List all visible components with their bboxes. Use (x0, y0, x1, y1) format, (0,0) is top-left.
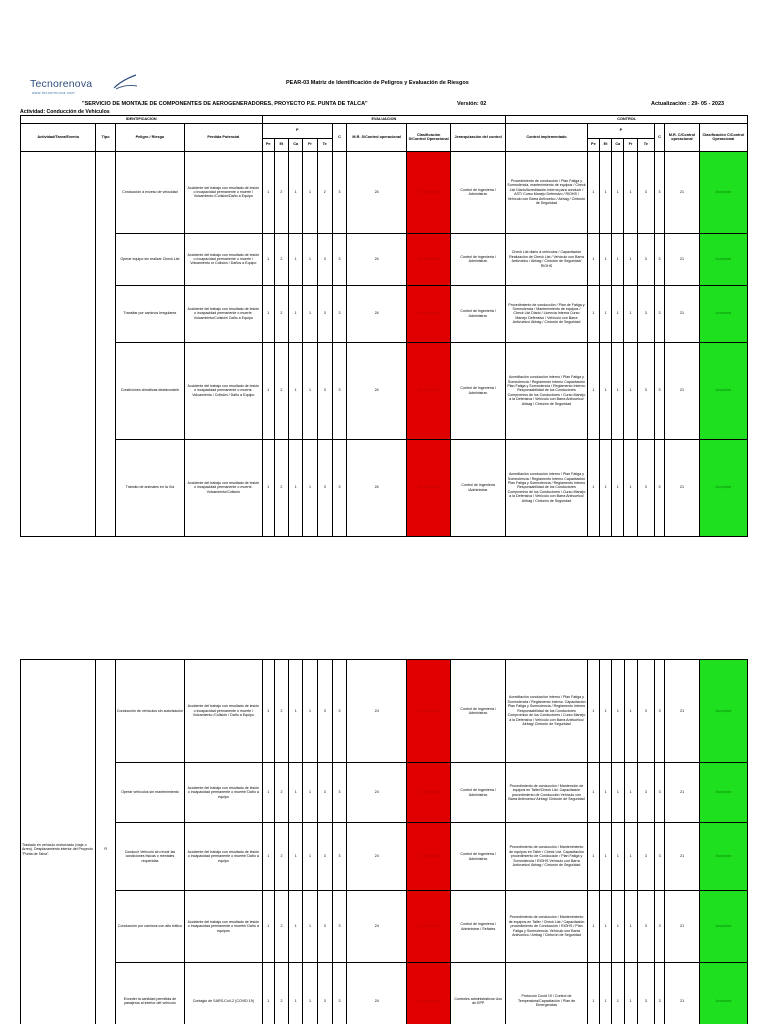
jerarquizacion-cell: Control de Ingeniería / Administrar. (451, 823, 506, 891)
col-perdida: Perdida Potencial (185, 123, 263, 151)
te-cell: 3 (317, 285, 332, 342)
ca2-cell: 1 (612, 660, 624, 763)
c-cell: 3 (332, 963, 346, 1024)
c-cell: 3 (332, 342, 346, 439)
ca-cell: 1 (289, 439, 303, 536)
ca2-cell: 1 (612, 233, 624, 285)
c2-cell: 3 (655, 963, 665, 1024)
te-cell: 2 (317, 151, 332, 233)
col-et2: Et (599, 138, 611, 151)
perdida-cell: Accidente del trabajo con resultado de lesión o incapacidad permanente o muerte. Volcamiento / Colisión / Daño a Equipo (185, 342, 263, 439)
et2-cell: 1 (599, 285, 611, 342)
perdida-cell: Contagio de SARS-CoV-2 (COVID 19) (185, 963, 262, 1024)
peligro-cell: Operar equipo sin realizar Check List (115, 233, 184, 285)
et-cell: 2 (274, 233, 288, 285)
ca-cell: 1 (289, 285, 303, 342)
c-cell: 3 (332, 660, 346, 763)
et-cell: 2 (274, 285, 288, 342)
c-cell: 3 (332, 891, 346, 963)
tipo-cell: R (96, 660, 115, 1024)
table-row (21, 285, 748, 342)
mr-cell: 24 (347, 823, 407, 891)
col-c: C (332, 123, 346, 151)
pe2-cell: 1 (587, 963, 599, 1024)
peligro-cell: Tránsito de animales en la Vía (115, 439, 184, 536)
col-et: Et (274, 138, 288, 151)
c-cell: 3 (332, 151, 346, 233)
te-cell: 3 (317, 439, 332, 536)
perdida-cell: Accidente del trabajo con resultado de lesión o incapacidad permanente o muerte/ Daño a equipo (185, 763, 262, 823)
col-c2: C (654, 123, 664, 151)
te-cell: 3 (317, 823, 332, 891)
clasificacion-sin-control-cell: No Aceptable (407, 963, 451, 1024)
te2-cell: 3 (637, 823, 654, 891)
et2-cell: 1 (599, 439, 611, 536)
et2-cell: 1 (600, 963, 612, 1024)
pe-cell: 1 (262, 342, 274, 439)
te2-cell: 3 (637, 342, 654, 439)
col-mr-con: M.R. C/Control operacional (665, 123, 700, 151)
table-row (21, 763, 748, 823)
control-implementado-cell: Procedimiento de conducción / Mantenimiento de equipos en Taller / Check List. Capacitación procedimiento de Conducción / Plan Fatiga y Somnolencia / RIOHS Vehículo con Barra Antivuelco/ Airbag / Cinturón de Seguridad (506, 823, 588, 891)
col-mr-sin: M.R. S/Control operacional (347, 123, 407, 151)
jerarquizacion-cell: Control de Ingeniería / Administrar. (451, 342, 506, 439)
fr-cell: 1 (303, 342, 317, 439)
et2-cell: 1 (600, 763, 612, 823)
pe2-cell: 1 (587, 233, 599, 285)
te-cell: 3 (317, 233, 332, 285)
et-cell: 2 (274, 763, 288, 823)
te2-cell: 3 (637, 763, 654, 823)
et2-cell: 1 (600, 891, 612, 963)
et-cell: 2 (274, 151, 288, 233)
pe-cell: 1 (262, 963, 274, 1024)
et2-cell: 1 (599, 233, 611, 285)
fr-cell: 1 (303, 660, 317, 763)
te2-cell: 3 (637, 151, 654, 233)
table-row (21, 823, 748, 891)
fr-cell: 1 (303, 439, 317, 536)
clasificacion-con-control-cell: Aceptable (699, 151, 747, 233)
pe2-cell: 1 (587, 763, 599, 823)
control-implementado-cell: Check List diario a vehículos / Capacitación Realización de Check List / Vehículo con Barra Antivuelco / Airbag / Cinturón de Seguridad/ RIOHS (506, 233, 588, 285)
clasificacion-con-control-cell: Aceptable (699, 439, 747, 536)
jerarquizacion-cell: Control de Ingeniería / Administrar / Señales (451, 891, 506, 963)
mr-cell: 24 (347, 963, 407, 1024)
te-cell: 3 (317, 963, 332, 1024)
clasificacion-sin-control-cell: No Aceptable (407, 660, 451, 763)
control-implementado-cell: Acreditación conducción interno / Plan Fatiga y Somnolencia / Reglamento Interno Capacitación Plan Fatiga y Somnolencia / Reglamento Interno Responsabilidad de los Conductores Compromiso de los Conductores / Curso Manejo a la Defensiva / Vehículo con Barra Antivuelco/ Airbag / Cinturón de Seguridad (506, 439, 588, 536)
group-control: CONTROL (506, 116, 748, 124)
perdida-cell: Accidente del trabajo con resultado de lesión o incapacidad permanente o muerte/ Daño a equipo (185, 823, 262, 891)
mr-cell: 24 (347, 151, 407, 233)
c-cell: 3 (332, 285, 346, 342)
control-implementado-cell: Protocolo Covid 19 / Control de Temperatura/Capacitación / Plan de Emergencias (506, 963, 588, 1024)
peligro-cell: Condiciones climáticas desfavorable (115, 342, 184, 439)
mr2-cell: 21 (665, 823, 700, 891)
control-implementado-cell: Procedimiento de conducción / Mantenimiento de equipos en Taller / Check List / Capacitación procedimiento de Conducción / RIOHS / Plan Fatiga y Somnolencia. Vehículo con Barra Antivuelco / Airbag / Cinturón de Seguridad (506, 891, 588, 963)
col-fr: Fr (303, 138, 317, 151)
fr2-cell: 1 (624, 285, 637, 342)
c2-cell: 3 (654, 342, 664, 439)
fr2-cell: 1 (624, 233, 637, 285)
fr2-cell: 1 (624, 963, 637, 1024)
col-p2: P (587, 123, 654, 138)
col-pe: Pe (262, 138, 274, 151)
peligro-cell: Transitar por caminos Irregulares (115, 285, 184, 342)
c-cell: 3 (332, 823, 346, 891)
mr2-cell: 21 (665, 285, 700, 342)
c2-cell: 3 (654, 233, 664, 285)
clasificacion-sin-control-cell: No Aceptable (407, 891, 451, 963)
jerarquizacion-cell: Control de Ingeniería / Administrar. (451, 285, 506, 342)
mr-cell: 24 (347, 763, 407, 823)
fr-cell: 1 (303, 763, 317, 823)
mr2-cell: 21 (665, 891, 700, 963)
logo-subtext: www.tecnorenova.com (32, 91, 75, 95)
ca2-cell: 1 (612, 285, 624, 342)
ca-cell: 1 (289, 763, 303, 823)
pe-cell: 1 (262, 660, 274, 763)
jerarquizacion-cell: Control de Ingeniería /Administrar. (451, 439, 506, 536)
mr2-cell: 21 (665, 342, 700, 439)
ca2-cell: 1 (612, 439, 624, 536)
pe-cell: 1 (262, 763, 274, 823)
mr2-cell: 21 (665, 151, 700, 233)
col-actividad: Actividad/Tarea/Evento (21, 123, 96, 151)
clasificacion-con-control-cell: Aceptable (699, 763, 747, 823)
fr-cell: 1 (303, 823, 317, 891)
jerarquizacion-cell: Control de Ingeniería / Administrar. (451, 151, 506, 233)
fr2-cell: 1 (624, 763, 637, 823)
risk-matrix-table-page1 (20, 115, 748, 537)
mr2-cell: 21 (665, 763, 700, 823)
clasificacion-sin-control-cell: No Aceptable (407, 823, 451, 891)
table-row (21, 963, 748, 1024)
clasificacion-sin-control-cell: No Aceptable (407, 342, 451, 439)
jerarquizacion-cell: Controles administrativos Uso de EPP (451, 963, 506, 1024)
te2-cell: 3 (637, 963, 654, 1024)
pe-cell: 1 (262, 233, 274, 285)
ca2-cell: 1 (612, 891, 624, 963)
company-logo (30, 78, 140, 98)
version-label: Versión: 02 (457, 101, 487, 107)
risk-matrix-table-page2 (20, 659, 748, 1024)
actividad-cell (21, 151, 96, 536)
ca-cell: 1 (289, 233, 303, 285)
c2-cell: 3 (655, 763, 665, 823)
et2-cell: 1 (599, 342, 611, 439)
peligro-cell: Conducción de vehículos sin autorización (115, 660, 184, 763)
fr-cell: 1 (303, 285, 317, 342)
pe-cell: 1 (262, 151, 274, 233)
peligro-cell: Conducción por caminos con alto tráfico (115, 891, 184, 963)
pe2-cell: 1 (587, 660, 599, 763)
clasificacion-con-control-cell: Aceptable (699, 285, 747, 342)
c-cell: 3 (332, 763, 346, 823)
pe2-cell: 1 (587, 151, 599, 233)
pe-cell: 1 (262, 285, 274, 342)
te-cell: 3 (317, 763, 332, 823)
control-implementado-cell: Acreditación conducción interno / Plan Fatiga y Somnolencia / Reglamento Interno Capacitación Plan Fatiga y Somnolencia / Reglamento Interno: Responsabilidad de los Conductores Compromiso de los Conductores / Curso Manejo a la Defensiva / Vehículo con Barra Antivuelco/ Airbag / Cinturón de Seguridad (506, 342, 588, 439)
perdida-cell: Accidente del trabajo con resultado de lesión o incapacidad permanente o muerte / Volcamiento /Colisión/Daño a Equipo (185, 151, 263, 233)
pe-cell: 1 (262, 891, 274, 963)
pe2-cell: 1 (587, 439, 599, 536)
ca-cell: 1 (289, 151, 303, 233)
perdida-cell: Accidente del trabajo con resultado de lesión o incapacidad permanente o muerte / Volcamiento or Colisión / Daños a Equipo (185, 233, 263, 285)
c2-cell: 3 (655, 891, 665, 963)
pe2-cell: 1 (587, 285, 599, 342)
peligro-cell: Conducción a exceso de velocidad (115, 151, 184, 233)
table-row (21, 342, 748, 439)
ca-cell: 1 (289, 342, 303, 439)
ca-cell: 1 (289, 963, 303, 1024)
ca-cell: 1 (289, 660, 303, 763)
control-implementado-cell: Procedimiento de conducción / Mantención de equipos en Taller/Check List. Capacitación procedimiento de Conducción Vehículo con Barra Antivuelco/ Airbag/ Cinturón de Seguridad (506, 763, 588, 823)
mr-cell: 24 (347, 891, 407, 963)
mr2-cell: 21 (665, 233, 700, 285)
col-p: P (262, 123, 332, 138)
fr-cell: 1 (303, 963, 317, 1024)
col-clas-sin: Clasificación S/Control Operacional (407, 123, 451, 151)
clasificacion-sin-control-cell: No Aceptable (407, 233, 451, 285)
fr2-cell: 1 (624, 660, 637, 763)
pe-cell: 1 (262, 823, 274, 891)
col-jerarquia: Jerarquización del control (451, 123, 506, 151)
clasificacion-sin-control-cell: No Aceptable (407, 285, 451, 342)
et-cell: 2 (274, 891, 288, 963)
te2-cell: 3 (637, 660, 654, 763)
col-ca: Ca (289, 138, 303, 151)
peligro-cell: Conducir Vehículo sin reunir las condiciones físicas o mentales requeridas (115, 823, 184, 891)
c-cell: 3 (332, 233, 346, 285)
te2-cell: 3 (637, 439, 654, 536)
clasificacion-sin-control-cell: No Aceptable (407, 439, 451, 536)
col-ca2: Ca (612, 138, 624, 151)
col-peligro: Peligro / Riesgo (115, 123, 184, 151)
perdida-cell: Accidente del trabajo con resultado de lesión o incapacidad permanente o muerte. Volcamiento/Colisión/ Daño a Equipo (185, 285, 263, 342)
document-title: PEAR-03 Matriz de Identificación de Peligros y Evaluación de Riesgos (286, 80, 469, 86)
tipo-cell (96, 151, 115, 536)
service-title: "SERVICIO DE MONTAJE DE COMPONENTES DE AEROGENERADORES, PROYECTO P.E. PUNTA DE TALCA" (82, 101, 368, 107)
clasificacion-con-control-cell: Aceptable (699, 963, 747, 1024)
c2-cell: 3 (654, 285, 664, 342)
peligro-cell: Exceder la cantidad permitida de pasajeros al interior del vehículo (115, 963, 184, 1024)
et-cell: 2 (274, 823, 288, 891)
clasificacion-con-control-cell: Aceptable (699, 342, 747, 439)
col-te2: Te (637, 138, 654, 151)
ca2-cell: 1 (612, 151, 624, 233)
pe2-cell: 1 (587, 342, 599, 439)
fr2-cell: 1 (624, 891, 637, 963)
pe2-cell: 1 (587, 891, 599, 963)
clasificacion-con-control-cell: Aceptable (699, 891, 747, 963)
col-te: Te (317, 138, 332, 151)
updated-label: Actualización : 29- 05 - 2023 (651, 101, 725, 107)
col-fr2: Fr (624, 138, 637, 151)
mr2-cell: 21 (665, 660, 700, 763)
activity-label: Actividad: Conducción de Vehículos (20, 109, 110, 115)
te2-cell: 3 (637, 233, 654, 285)
table-row (21, 233, 748, 285)
fr-cell: 1 (303, 233, 317, 285)
et-cell: 2 (274, 963, 288, 1024)
table-row (21, 891, 748, 963)
table-row (21, 151, 748, 233)
perdida-cell: Accidente del trabajo con resultado de lesión o incapacidad permanente o muerte / Volcamiento /Colisión / Daño a Equipo (185, 660, 262, 763)
te-cell: 3 (317, 342, 332, 439)
actividad-cell: Traslado en vehículo motorizado (viaje o Arreo). Desplazamiento interior del Proyecto "Punta de Talca". (21, 660, 96, 1024)
col-pe2: Pe (587, 138, 599, 151)
ca2-cell: 1 (612, 963, 624, 1024)
jerarquizacion-cell: Control de Ingeniería / Administrar. (451, 660, 506, 763)
ca-cell: 1 (289, 823, 303, 891)
c-cell: 3 (332, 439, 346, 536)
logo-swoosh-icon (112, 74, 138, 90)
mr-cell: 24 (347, 660, 407, 763)
et2-cell: 1 (600, 660, 612, 763)
control-implementado-cell: Procedimiento de conducción / Plan Fatiga y Somnolencia, mantenimiento de equipos / Check List Diario/Acreditación Interna para conducir / AST/ Curso Manejo Defensivo / RIOHS / Vehículo con Barra Antivuelco / Airbag / Cinturón de Seguridad (506, 151, 588, 233)
col-tipo: Tipo (96, 123, 115, 151)
fr2-cell: 1 (624, 151, 637, 233)
fr-cell: 1 (303, 891, 317, 963)
perdida-cell: Accidente del trabajo con resultado de lesión o incapacidad permanente o muerte/ Daño a equipos (185, 891, 262, 963)
et-cell: 2 (274, 660, 288, 763)
table-row (21, 439, 748, 536)
et2-cell: 1 (599, 151, 611, 233)
control-implementado-cell: Procedimiento de conducción / Plan de Fatiga y Somnolencia / Mantenimiento de equipos / Check List Diario / Licencia Interna Curso Manejo Defensivo / Vehículo con Barra Antivuelco/ Airbag / Cinturón de Seguridad (506, 285, 588, 342)
fr2-cell: 1 (624, 342, 637, 439)
ca2-cell: 1 (612, 823, 624, 891)
te-cell: 3 (317, 660, 332, 763)
fr2-cell: 1 (624, 439, 637, 536)
group-evaluacion: EVALUACION (262, 116, 506, 124)
te2-cell: 3 (637, 891, 654, 963)
mr-cell: 24 (347, 342, 407, 439)
pe2-cell: 1 (587, 823, 599, 891)
clasificacion-sin-control-cell: No Aceptable (407, 151, 451, 233)
mr2-cell: 21 (665, 439, 700, 536)
c2-cell: 3 (655, 660, 665, 763)
te-cell: 3 (317, 891, 332, 963)
c2-cell: 3 (654, 151, 664, 233)
ca2-cell: 1 (612, 342, 624, 439)
fr2-cell: 1 (624, 823, 637, 891)
clasificacion-con-control-cell: Aceptable (699, 233, 747, 285)
ca-cell: 1 (289, 891, 303, 963)
ca2-cell: 1 (612, 763, 624, 823)
jerarquizacion-cell: Control de Ingeniería / Administrar. (451, 233, 506, 285)
clasificacion-con-control-cell: Aceptable (699, 660, 747, 763)
table-row (21, 660, 748, 763)
logo-text: Tecnorenova (30, 78, 93, 90)
control-implementado-cell: Acreditación conducción interno / Plan Fatiga y Somnolencia / Reglamento Interno. Capacitación Plan Fatiga y Somnolencia / Reglamento Interno Responsabilidad de los Conductores Compromiso de los Conductores / Curso Manejo a la Defensiva / Vehículo con Barra Antivuelco/ Airbag/ Cinturón de Seguridad (506, 660, 588, 763)
et-cell: 2 (274, 439, 288, 536)
clasificacion-sin-control-cell: No Aceptable (407, 763, 451, 823)
peligro-cell: Operar vehículos sin mantenimiento (115, 763, 184, 823)
pe-cell: 1 (262, 439, 274, 536)
mr-cell: 24 (347, 233, 407, 285)
jerarquizacion-cell: Control de Ingeniería / Administrar. (451, 763, 506, 823)
group-identificacion: IDENTIFICACION (21, 116, 263, 124)
et2-cell: 1 (600, 823, 612, 891)
perdida-cell: Accidente del trabajo con resultado de lesión o incapacidad permanente o muerte. Volcamiento/Colisión (185, 439, 263, 536)
col-clas-con: Clasificación C/Control Operacional (699, 123, 747, 151)
te2-cell: 3 (637, 285, 654, 342)
fr-cell: 1 (303, 151, 317, 233)
mr2-cell: 21 (665, 963, 700, 1024)
c2-cell: 3 (654, 439, 664, 536)
mr-cell: 24 (347, 285, 407, 342)
et-cell: 2 (274, 342, 288, 439)
mr-cell: 24 (347, 439, 407, 536)
c2-cell: 3 (655, 823, 665, 891)
clasificacion-con-control-cell: Aceptable (699, 823, 747, 891)
col-control-impl: Control implementado (506, 123, 588, 151)
